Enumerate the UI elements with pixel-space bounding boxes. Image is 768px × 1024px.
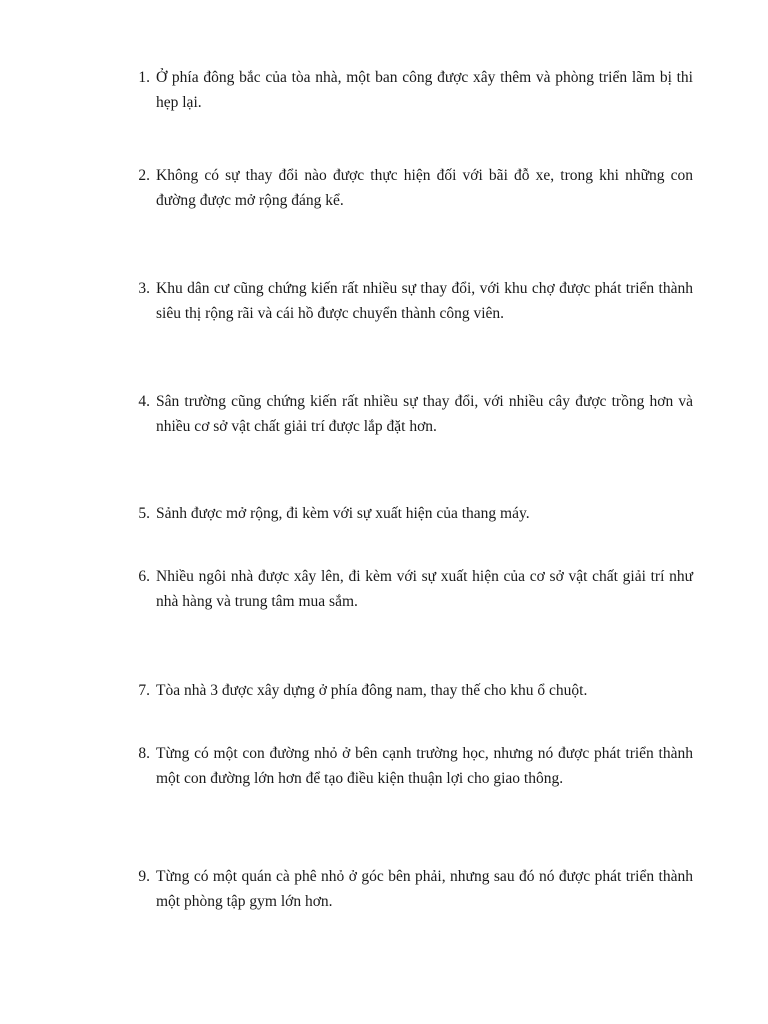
list-item bbox=[126, 501, 693, 526]
list-item-number: 9. bbox=[138, 868, 150, 885]
list-item-number: 2. bbox=[138, 167, 150, 184]
list-item bbox=[126, 864, 693, 914]
list-item-text: Tòa nhà 3 được xây dựng ở phía đông nam, thay thế cho khu ổ chuột. bbox=[156, 682, 588, 699]
list-item bbox=[126, 741, 693, 791]
list-item-number: 1. bbox=[138, 69, 150, 86]
list-item-number: 5. bbox=[138, 505, 150, 522]
list-item-number: 7. bbox=[138, 682, 150, 699]
list-item-text: Từng có một quán cà phê nhỏ ở góc bên phải, nhưng sau đó nó được phát triển thành một phòng tập gym lớn hơn. bbox=[156, 868, 693, 910]
list-item bbox=[126, 163, 693, 213]
list-item-text: Sân trường cũng chứng kiến rất nhiều sự thay đổi, với nhiều cây được trồng hơn và nhiều cơ sở vật chất giải trí được lắp đặt hơn. bbox=[156, 393, 693, 435]
list-item bbox=[126, 678, 693, 703]
list-item bbox=[126, 276, 693, 326]
list-item-text: Khu dân cư cũng chứng kiến rất nhiều sự thay đổi, với khu chợ được phát triển thành siêu thị rộng rãi và cái hồ được chuyển thành công viên. bbox=[156, 280, 693, 322]
list-item-number: 4. bbox=[138, 393, 150, 410]
list-item-number: 8. bbox=[138, 745, 150, 762]
list-item-text: Ở phía đông bắc của tòa nhà, một ban công được xây thêm và phòng triển lãm bị thi hẹp lại. bbox=[156, 69, 693, 111]
list-item-text: Sảnh được mở rộng, đi kèm với sự xuất hiện của thang máy. bbox=[156, 505, 530, 522]
list-item-text: Không có sự thay đổi nào được thực hiện đối với bãi đỗ xe, trong khi những con đường được mở rộng đáng kể. bbox=[156, 167, 693, 209]
list-item-number: 3. bbox=[138, 280, 150, 297]
list-item bbox=[126, 389, 693, 439]
list-item-number: 6. bbox=[138, 568, 150, 585]
list-item-text: Từng có một con đường nhỏ ở bên cạnh trường học, nhưng nó được phát triển thành một con đường lớn hơn để tạo điều kiện thuận lợi cho giao thông. bbox=[156, 745, 693, 787]
list-item bbox=[126, 564, 693, 614]
list-item-text: Nhiều ngôi nhà được xây lên, đi kèm với sự xuất hiện của cơ sở vật chất giải trí như nhà hàng và trung tâm mua sắm. bbox=[156, 568, 693, 610]
list-item bbox=[126, 65, 693, 115]
